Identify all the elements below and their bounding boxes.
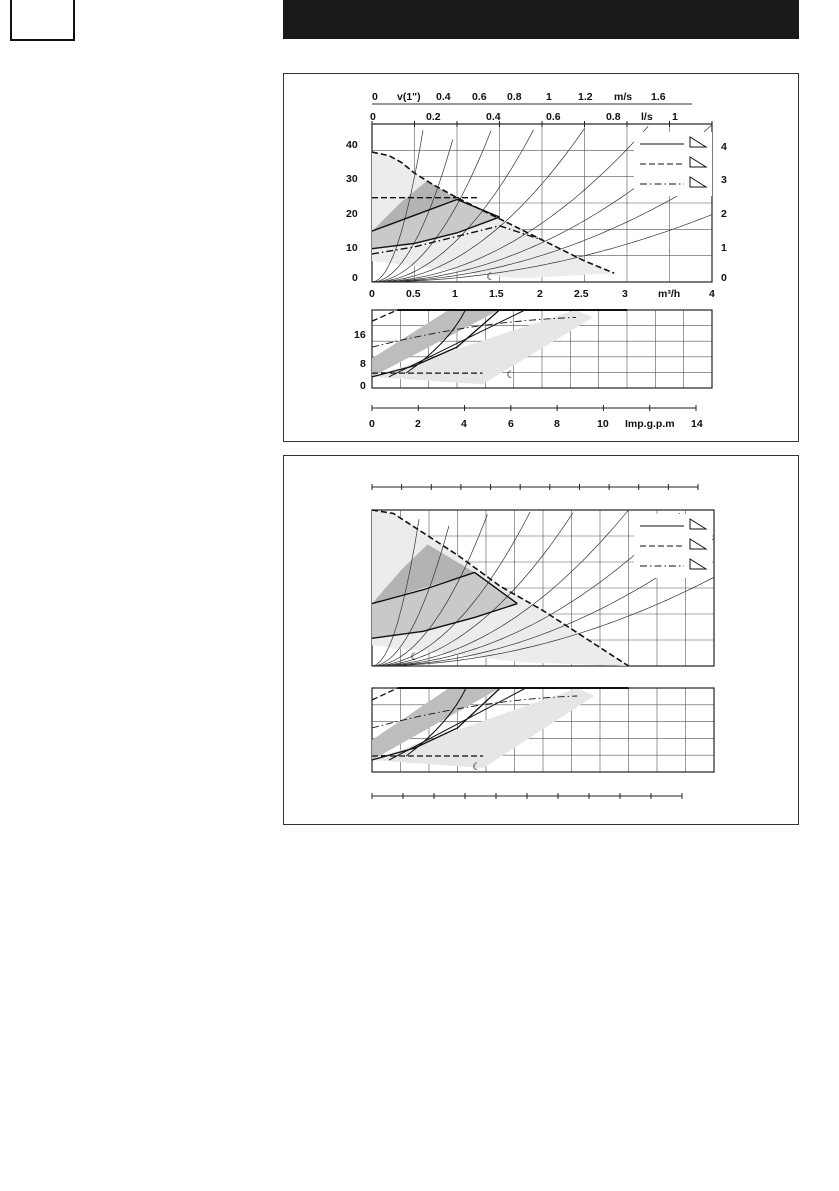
- velocity-tick: 0: [372, 91, 378, 103]
- right-axis: [721, 141, 727, 284]
- top-chart-content: [372, 121, 712, 411]
- velocity-tick: 1.2: [578, 91, 593, 103]
- ls-tick: 0.6: [546, 111, 561, 123]
- impgpm-tick: 6: [508, 418, 514, 430]
- pump-curve-panel-unlabeled: [283, 455, 799, 825]
- head-tick: 30: [346, 173, 358, 185]
- right-tick: 1: [721, 242, 727, 254]
- right-tick: 3: [721, 174, 727, 186]
- right-tick: 4: [721, 141, 727, 153]
- power-tick: 0: [360, 380, 366, 392]
- impgpm-tick: 4: [461, 418, 467, 430]
- velocity-tick: 0.8: [507, 91, 522, 103]
- ls-tick: 0.8: [606, 111, 621, 123]
- flow-tick: 1: [452, 288, 458, 300]
- power-series: [372, 310, 398, 321]
- pump-curve-chart: [284, 74, 800, 443]
- flow-tick-end: 4: [709, 288, 715, 300]
- flow-tick: 0: [369, 288, 375, 300]
- night-mode-icon: ☾: [486, 271, 496, 283]
- night-mode-icon: ☾: [472, 761, 482, 773]
- ls-tick: 1: [672, 111, 678, 123]
- head-tick: 10: [346, 242, 358, 254]
- night-mode-icon: ☾: [410, 651, 420, 663]
- impgpm-tick: 10: [597, 418, 609, 430]
- flow-tick: 3: [622, 288, 628, 300]
- impgpm-tick: 8: [554, 418, 560, 430]
- velocity-axis-label: v(1"): [397, 91, 421, 103]
- flow-axis: [369, 288, 715, 300]
- velocity-tick: 0.6: [472, 91, 487, 103]
- legend: [634, 514, 712, 578]
- ls-tick: 0: [370, 111, 376, 123]
- power-series: [372, 688, 398, 700]
- head-tick: 40: [346, 139, 358, 151]
- head-tick: 20: [346, 208, 358, 220]
- impgpm-tick: 14: [691, 418, 703, 430]
- impgpm-tick: 2: [415, 418, 421, 430]
- header-bar: [283, 0, 799, 39]
- head-axis: [346, 139, 358, 284]
- impgpm-axis: [369, 418, 703, 430]
- page-tab-marker: [10, 0, 75, 41]
- right-tick: 0: [721, 272, 727, 284]
- velocity-unit: m/s: [614, 91, 633, 103]
- night-mode-icon: ☾: [506, 369, 516, 381]
- flow-tick: 2: [537, 288, 543, 300]
- pump-curve-panel-labeled: [283, 73, 799, 442]
- velocity-axis: [372, 91, 666, 103]
- impgpm-unit: Imp.g.p.m: [625, 418, 675, 430]
- pump-curve-chart-unlabeled: [284, 456, 800, 826]
- ls-tick: 0.2: [426, 111, 441, 123]
- velocity-tick: 0.4: [436, 91, 451, 103]
- velocity-tick: 1.6: [651, 91, 666, 103]
- power-tick: 8: [360, 358, 366, 370]
- bottom-chart-content: [372, 484, 714, 799]
- impgpm-tick: 0: [369, 418, 375, 430]
- flow-tick: 0.5: [406, 288, 421, 300]
- flow-tick: 2.5: [574, 288, 589, 300]
- ls-tick: 0.4: [486, 111, 501, 123]
- ls-unit: l/s: [641, 111, 653, 123]
- flow-tick: 1.5: [489, 288, 504, 300]
- right-tick: 2: [721, 208, 727, 220]
- power-tick: 16: [354, 329, 366, 341]
- legend: [634, 132, 712, 196]
- power-axis: [354, 329, 366, 392]
- velocity-tick: 1: [546, 91, 552, 103]
- flow-unit: m³/h: [658, 288, 681, 300]
- head-tick: 0: [352, 272, 358, 284]
- ls-axis: [370, 111, 678, 123]
